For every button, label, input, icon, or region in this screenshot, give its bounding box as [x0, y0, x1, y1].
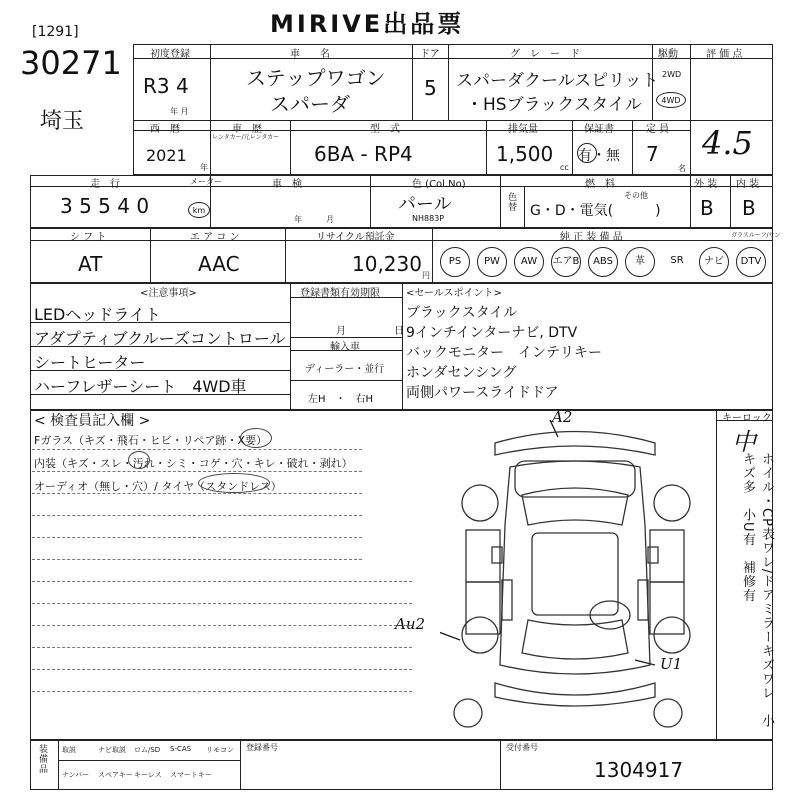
handle-side: 左H ・ 右H: [308, 394, 374, 405]
int-label: 内 装: [736, 179, 760, 190]
sales-item: ホンダセンシング: [406, 365, 517, 381]
year-label: 西 暦: [150, 124, 180, 135]
footer-equipment-item: S-CAS: [170, 745, 192, 753]
annotation-a2: A2: [552, 408, 573, 426]
notes-rule: [30, 394, 290, 395]
keylock-mark: 中: [732, 428, 756, 456]
rear-bumper: [495, 683, 655, 706]
grade-line2: ・HSブラックスタイル: [466, 95, 642, 115]
ac-value: AAC: [198, 252, 240, 276]
ruled-line: [32, 691, 412, 692]
car-name-line2: スパーダ: [270, 92, 350, 116]
footer-equipment-item: スペアキー: [98, 771, 133, 779]
year-unit: 年: [200, 163, 208, 172]
front-hood: [515, 461, 635, 497]
registration-number-label: 登録番号: [246, 743, 278, 752]
recycle-unit: 円: [422, 271, 430, 280]
side-step-right: [638, 580, 648, 620]
inspection-sub: 年 月: [294, 215, 334, 224]
year-value: 2021: [146, 146, 187, 165]
door-label: ドア: [420, 49, 440, 60]
notes-label: <注意事項>: [140, 288, 197, 299]
shift-label: シ フ ト: [70, 232, 107, 243]
car-diagram: [440, 415, 710, 740]
equipment-item: 革: [625, 247, 655, 277]
annotation-u1: U1: [660, 655, 683, 673]
left-front-door: [466, 530, 500, 582]
mileage-unit: km: [192, 206, 206, 215]
mileage-value: 3 5 5 4 0: [60, 194, 150, 218]
au2-pointer: [440, 625, 460, 640]
notes-item: LEDヘッドライト: [34, 305, 161, 324]
lot-bracket: [1291]: [32, 24, 79, 40]
notes-item: シートヒーター: [34, 353, 146, 372]
studless-circle: [198, 473, 270, 493]
equipment-item: DTV: [736, 247, 766, 277]
inspector-line3: オーディオ（無し・穴）/ タイヤ（スタンドレス）: [34, 480, 282, 493]
footer-equipment-item: スマートキー: [170, 771, 212, 779]
notes-rule: [30, 370, 290, 371]
equipment-item: AW: [514, 247, 544, 277]
u1-pointer: [635, 660, 655, 665]
ruled-line: [32, 449, 362, 450]
recycle-value: 10,230: [352, 252, 422, 276]
drive-4wd: 4WD: [661, 96, 681, 105]
color-label: 色 (Col.No): [412, 179, 466, 190]
seats-unit: 名: [678, 164, 686, 173]
car-name-line1: ステップワゴン: [246, 66, 386, 90]
footer-equipment-item: キーレス: [134, 771, 162, 779]
inspector-title: < 検査員記入欄 >: [34, 413, 151, 429]
footer-equipment-item: リモコン: [206, 746, 234, 754]
notes-rule: [30, 322, 290, 323]
seats-value: 7: [646, 142, 659, 166]
fuel-other: その他: [624, 191, 648, 200]
int-value: B: [742, 196, 756, 220]
ruled-line: [32, 625, 412, 626]
door-value: 5: [424, 76, 437, 100]
ruled-line: [32, 493, 362, 494]
drive-4wd-circled: [656, 92, 686, 108]
cc-label: 排気量: [508, 124, 538, 135]
color-code: NH883P: [412, 214, 445, 223]
keylock-label: キーロック: [722, 413, 772, 424]
score-label: 評 価 点: [706, 49, 743, 60]
drive-label: 駆動: [658, 49, 678, 60]
registration-day: 日: [394, 326, 404, 337]
car-body-outline: [500, 461, 650, 674]
import-label: 輸入車: [330, 342, 360, 353]
seats-label: 定 員: [646, 124, 670, 135]
ruled-line: [32, 515, 362, 516]
sales-item: 両側パワースライドドア: [406, 385, 559, 401]
equipment-item: SR: [670, 255, 684, 266]
ext-label: 外 装: [694, 179, 718, 190]
color-side-label: 色替: [506, 192, 516, 212]
x-required-circle: [240, 428, 272, 448]
wheel-front-right: [654, 485, 690, 521]
receipt-number: 1304917: [594, 758, 684, 782]
equip-label: 純 正 装 備 品: [560, 232, 623, 243]
reg-sub: 年 月: [170, 107, 189, 116]
fuel-label: 燃 料: [585, 179, 615, 190]
ruled-line: [32, 647, 412, 648]
right-front-door: [650, 530, 684, 582]
warranty-label: 保証書: [584, 124, 614, 135]
drive-2wd: 2WD: [662, 70, 682, 79]
fuel-value: G・D・電気( ): [530, 203, 661, 219]
notes-item: ハーフレザーシート 4WD車: [34, 377, 247, 396]
grade-label: グ レ ー ド: [510, 49, 580, 60]
front-bumper: [495, 432, 655, 456]
footer-side-label: 装備品: [37, 744, 47, 774]
grade-line1: スパーダクールスピリット: [456, 71, 659, 91]
equipment-item: PS: [440, 247, 470, 277]
inspection-label: 車 検: [272, 179, 302, 190]
registration-label: 登録書類有効期限: [300, 288, 380, 299]
stain-circle: [128, 451, 150, 469]
equipment-item: エアB: [551, 247, 581, 277]
rear-glass: [522, 620, 628, 659]
right-rear-door: [650, 582, 684, 634]
equipment-item: PW: [477, 247, 507, 277]
ac-label: エ ア コ ン: [190, 232, 240, 243]
score-value: 4.5: [702, 124, 753, 162]
registration-month: 月: [336, 326, 346, 337]
cc-unit: cc: [560, 163, 569, 172]
sales-item: バックモニター インテリキー: [406, 345, 602, 361]
mileage-label: 走 行: [90, 179, 120, 190]
cc-value: 1,500: [496, 142, 554, 166]
bottom-right-circle: [654, 699, 682, 727]
footer-equipment-item: 取説: [62, 746, 76, 754]
inspector-line2: 内装（キズ・スレ・汚れ・シミ・コゲ・穴・キレ・破れ・剥れ）: [34, 457, 353, 470]
name-label: 車 名: [290, 49, 330, 60]
sales-label: <セールスポイント>: [406, 288, 502, 299]
ext-value: B: [700, 196, 714, 220]
wheel-rear-left: [462, 617, 498, 653]
left-rear-door: [466, 582, 500, 634]
ruled-line: [32, 559, 362, 560]
inspector-line1: Fガラス（キズ・飛石・ヒビ・リペア跡・X要）: [34, 434, 268, 447]
notes-item: アダプティブクルーズコントロール: [34, 329, 286, 348]
equip-side: ガラスルーフ/サン: [731, 232, 781, 239]
chassis-note: レンタカー/元レンタカー: [212, 134, 280, 141]
sales-item: 9インチインターナビ, DTV: [406, 325, 578, 341]
lot-number: 30271: [20, 44, 122, 82]
footer-equipment-item: ロム/SD: [134, 746, 161, 754]
wheel-front-left: [462, 485, 498, 521]
color-value: パール: [398, 194, 452, 215]
ruled-line: [32, 581, 412, 582]
reg-label: 初度登録: [150, 49, 190, 60]
upper-frame: [133, 44, 773, 175]
form-title: MIRIVE出品票: [270, 10, 465, 38]
keylock-notes: ホイル・CP表ワレ/ドアミラーキズワレ 小キズ多 小U有 補修有: [740, 452, 774, 729]
warranty-value: 有・無: [578, 148, 620, 164]
ruled-line: [32, 603, 412, 604]
ruled-line: [32, 471, 362, 472]
sales-item: ブラックスタイル: [406, 305, 518, 321]
import-type: ディーラー・並行: [305, 364, 385, 375]
roof: [532, 533, 618, 615]
notes-rule: [30, 346, 290, 347]
model-value: 6BA - RP4: [314, 142, 413, 166]
mileage-sub: メーター: [190, 177, 222, 186]
bottom-left-circle: [454, 699, 482, 727]
footer-equipment-item: ナンバー: [62, 771, 90, 779]
side-step-left: [502, 580, 512, 620]
region-name: 埼玉: [40, 109, 85, 134]
equipment-item: ABS: [588, 247, 618, 277]
recycle-label: リサイクル預託金: [316, 232, 395, 243]
windshield: [522, 488, 628, 525]
mileage-unit-circle: [188, 202, 210, 218]
receipt-number-label: 受付番号: [506, 743, 538, 752]
footer-equipment-item: ナビ取説: [98, 746, 126, 754]
equipment-item: ナビ: [699, 247, 729, 277]
ruled-line: [32, 537, 362, 538]
ruled-line: [32, 669, 412, 670]
warranty-yes-circle: [577, 143, 597, 163]
chassis-label: 車 歴: [232, 124, 262, 135]
model-label: 型 式: [370, 124, 400, 135]
annotation-au2: Au2: [395, 615, 426, 633]
reg-value: R3 4: [143, 74, 189, 98]
shift-value: AT: [78, 252, 103, 276]
